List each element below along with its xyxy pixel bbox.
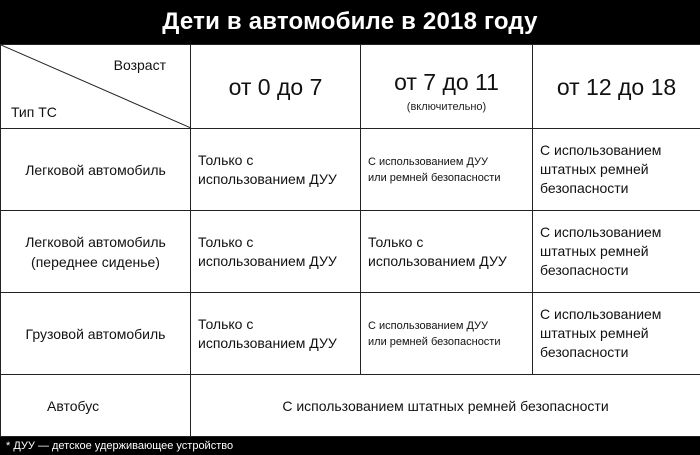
rule-cell [361, 211, 533, 293]
column-header-label: от 12 до 18 [556, 73, 677, 100]
rule-text: С использованием [540, 306, 662, 322]
rule-cell [361, 129, 533, 211]
vehicle-type-label: Легковой автомобиль [25, 233, 166, 250]
rule-text: Только с [198, 315, 254, 332]
rule-text: С использованием ДУУ [368, 155, 489, 168]
rule-text: безопасности [540, 262, 629, 278]
rule-cell [191, 293, 361, 375]
rule-text: использованием ДУУ [198, 170, 337, 187]
rule-text: С использованием [540, 224, 662, 240]
rule-text: безопасности [540, 344, 629, 360]
table-row [1, 129, 700, 211]
column-header-label: от 7 до 11 [394, 68, 499, 95]
rule-text: С использованием ДУУ [368, 319, 489, 332]
vehicle-type-label: Автобус [47, 397, 100, 414]
rule-text: или ремней безопасности [368, 171, 501, 184]
vehicle-type-cell [1, 293, 191, 375]
rule-text: использованием ДУУ [198, 252, 337, 269]
rule-text: С использованием штатных ремней безопасности [282, 397, 609, 414]
column-header-note: (включительно) [406, 100, 487, 113]
rule-text: использованием ДУУ [198, 334, 337, 351]
rule-text: штатных ремней [540, 243, 649, 259]
column-header-label: от 0 до 7 [228, 73, 323, 100]
footnote: * ДУУ — детское удерживающее устройство [6, 440, 234, 452]
vehicle-type-label: Грузовой автомобиль [25, 325, 166, 342]
column-header-12-18 [533, 45, 700, 129]
vehicle-type-label: Легковой автомобиль [25, 161, 166, 178]
page-title: Дети в автомобиле в 2018 году [0, 0, 700, 44]
rule-cell [191, 211, 361, 293]
rule-text: использованием ДУУ [368, 252, 507, 269]
rule-cell [191, 129, 361, 211]
table-row-bus [1, 375, 700, 437]
rule-text: С использованием [540, 142, 662, 158]
rule-cell [533, 293, 700, 375]
table-row [1, 211, 700, 293]
rule-cell [533, 211, 700, 293]
rule-cell [361, 293, 533, 375]
rule-cell-merged [191, 375, 700, 437]
rule-cell [533, 129, 700, 211]
age-header-label: Возраст [113, 57, 166, 73]
vehicle-type-cell [1, 211, 191, 293]
rule-text: безопасности [540, 180, 629, 196]
rule-text: штатных ремней [540, 161, 649, 177]
vehicle-type-note: (переднее сиденье) [31, 253, 160, 270]
vehicle-type-header-label: Тип ТС [11, 104, 57, 120]
corner-cell [1, 45, 191, 129]
vehicle-type-cell [1, 375, 191, 437]
vehicle-type-cell [1, 129, 191, 211]
rule-text: штатных ремней [540, 325, 649, 341]
rules-table [0, 44, 700, 437]
rule-text: или ремней безопасности [368, 335, 501, 348]
rule-text: Только с [198, 151, 254, 168]
table-row [1, 293, 700, 375]
column-header-0-7 [191, 45, 361, 129]
header-row [1, 45, 700, 129]
rule-text: Только с [368, 233, 424, 250]
rule-text: Только с [198, 233, 254, 250]
column-header-7-11 [361, 45, 533, 129]
